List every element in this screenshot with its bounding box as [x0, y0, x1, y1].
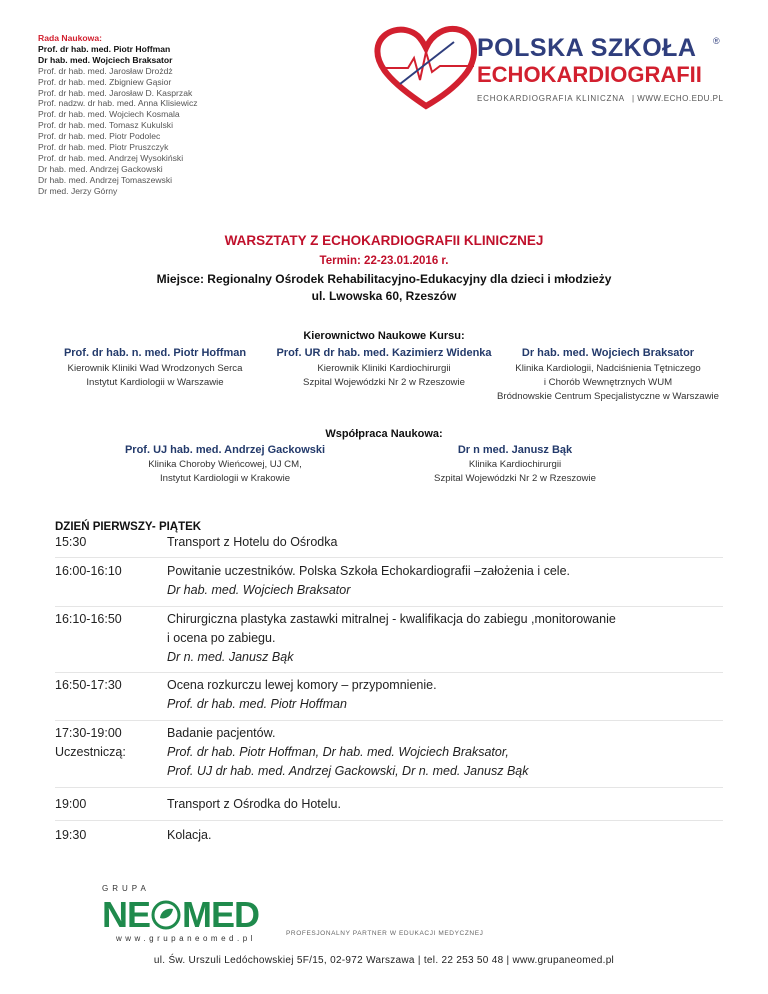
schedule-speaker: Prof. dr hab. med. Piotr Hoffman	[167, 697, 347, 711]
registered-mark: ®	[713, 36, 720, 46]
logo-line-1: POLSKA SZKOŁA	[477, 34, 697, 62]
divider	[55, 557, 723, 558]
schedule-description: Powitanie uczestników. Polska Szkoła Echokardiografii –założenia i cele.	[167, 564, 570, 578]
schedule-time: 16:00-16:10	[55, 564, 122, 578]
board-member: Prof. nadzw. dr hab. med. Anna Klisiewicz	[38, 98, 198, 109]
schedule-participants-label: Uczestniczą:	[55, 745, 126, 759]
management-heading: Kierownictwo Naukowe Kursu:	[303, 330, 465, 342]
footer-address: ul. Św. Urszuli Ledóchowskiej 5F/15, 02-972 Warszawa | tel. 22 253 50 48 | www.grupaneomed.pl	[153, 955, 615, 966]
schedule-text	[167, 610, 616, 667]
schedule-time: 16:10-16:50	[55, 612, 122, 626]
cooperation-heading: Współpraca Naukowa:	[325, 428, 443, 440]
logo-tagline: ECHOKARDIOGRAFIA KLINICZNA	[477, 94, 625, 103]
schedule-text: Kolacja.	[167, 828, 212, 842]
venue-address: ul. Lwowska 60, Rzeszów	[311, 289, 457, 303]
term-date: Termin: 22-23.01.2016 r.	[319, 255, 449, 267]
board-lead: Dr hab. med. Wojciech Braksator	[38, 54, 173, 65]
neomed-logo	[102, 884, 272, 944]
schedule-time	[55, 724, 126, 762]
venue: Miejsce: Regionalny Ośrodek Rehabilitacyjno-Edukacyjny dla dzieci i młodzieży	[156, 272, 612, 286]
schedule-text	[167, 562, 570, 600]
page-title: WARSZTATY Z ECHOKARDIOGRAFII KLINICZNEJ	[224, 233, 544, 248]
schedule-description: Badanie pacjentów.	[167, 726, 276, 740]
schedule-speaker: Dr n. med. Janusz Bąk	[167, 650, 294, 664]
schedule-text: Transport z Hotelu do Ośrodka	[167, 535, 338, 549]
cooperation-card	[110, 444, 340, 486]
schedule-description: Ocena rozkurczu lewej komory – przypomnienie.	[167, 678, 437, 692]
board-member: Dr hab. med. Andrzej Tomaszewski	[38, 174, 173, 185]
schedule-speaker: Prof. dr hab. Piotr Hoffman, Dr hab. med. Wojciech Braksator,	[167, 745, 509, 759]
schedule-time: 16:50-17:30	[55, 678, 122, 692]
divider	[55, 720, 723, 721]
manager-name: Dr hab. med. Wojciech Braksator	[521, 347, 695, 359]
divider	[55, 787, 723, 788]
cooperation-affiliation: Instytut Kardiologii w Krakowie	[159, 473, 291, 484]
day-heading: DZIEŃ PIERWSZY- PIĄTEK	[55, 521, 202, 533]
cooperation-name: Dr n med. Janusz Bąk	[457, 444, 573, 456]
brand-left: NE	[102, 894, 151, 935]
manager-name: Prof. UR dr hab. med. Kazimierz Widenka	[276, 347, 492, 359]
schedule-speaker: Dr hab. med. Wojciech Braksator	[167, 583, 351, 597]
schedule-text: Transport z Ośrodka do Hotelu.	[167, 797, 341, 811]
schedule-description: Chirurgiczna plastyka zastawki mitralnej - kwalifikacja do zabiegu ,monitorowanie	[167, 612, 616, 626]
board-member: Prof. dr hab. med. Piotr Podolec	[38, 131, 161, 142]
schedule-speaker: Prof. UJ dr hab. med. Andrzej Gackowski, Dr n. med. Janusz Bąk	[167, 764, 529, 778]
board-member: Dr med. Jerzy Górny	[38, 185, 118, 196]
neomed-www: www.grupaneomed.pl	[116, 934, 256, 943]
board-heading: Rada Naukowa:	[38, 33, 102, 43]
manager-name: Prof. dr hab. n. med. Piotr Hoffman	[63, 347, 247, 359]
schedule-text	[167, 724, 528, 781]
neomed-wordmark	[102, 894, 259, 936]
schedule-description: i ocena po zabiegu.	[167, 631, 276, 645]
heart-ecg-icon	[370, 22, 482, 112]
board-member: Prof. dr hab. med. Tomasz Kukulski	[38, 120, 174, 131]
logo-line-2: ECHOKARDIOGRAFII	[477, 62, 702, 87]
manager-affiliation: i Chorób Wewnętrznych WUM	[543, 377, 673, 388]
board-lead: Prof. dr hab. med. Piotr Hoffman	[38, 43, 171, 54]
logo-url: | WWW.ECHO.EDU.PL	[632, 94, 724, 103]
manager-affiliation: Kierownik Kliniki Wad Wrodzonych Serca	[67, 363, 243, 374]
manager-card	[490, 347, 726, 404]
manager-card	[40, 347, 270, 390]
cooperation-name: Prof. UJ hab. med. Andrzej Gackowski	[124, 444, 326, 456]
manager-card	[262, 347, 506, 390]
board-member: Dr hab. med. Andrzej Gackowski	[38, 163, 163, 174]
divider	[55, 606, 723, 607]
cooperation-card	[410, 444, 620, 486]
manager-affiliation: Bródnowskie Centrum Specjalistyczne w Warszawie	[497, 391, 719, 402]
echo-school-logo	[370, 22, 730, 112]
board-member: Prof. dr hab. med. Wojciech Kosmala	[38, 109, 180, 120]
cooperation-affiliation: Klinika Kardiochirurgii	[468, 459, 562, 470]
divider	[55, 820, 723, 821]
grupa-label: GRUPA	[102, 884, 150, 893]
cooperation-affiliation: Klinika Choroby Wieńcowej, UJ CM,	[148, 459, 302, 470]
leaf-circle-icon	[151, 900, 181, 930]
partner-tagline: PROFESJONALNY PARTNER W EDUKACJI MEDYCZNEJ	[286, 930, 484, 937]
manager-affiliation: Kierownik Kliniki Kardiochirurgii	[317, 363, 451, 374]
manager-affiliation: Szpital Wojewódzki Nr 2 w Rzeszowie	[303, 377, 465, 388]
cooperation-affiliation: Szpital Wojewódzki Nr 2 w Rzeszowie	[434, 473, 596, 484]
manager-affiliation: Klinika Kardiologii, Nadciśnienia Tętniczego	[515, 363, 701, 374]
board-member: Prof. dr hab. med. Piotr Pruszczyk	[38, 142, 169, 153]
manager-affiliation: Instytut Kardiologii w Warszawie	[86, 377, 224, 388]
schedule-time: 19:30	[55, 828, 87, 842]
schedule-text	[167, 676, 437, 714]
board-member: Prof. dr hab. med. Jarosław Drożdż	[38, 65, 173, 76]
scientific-board	[38, 33, 198, 197]
schedule-time: 15:30	[55, 535, 87, 549]
board-member: Prof. dr hab. med. Andrzej Wysokiński	[38, 152, 184, 163]
schedule-time: 19:00	[55, 797, 87, 811]
brand-right: MED	[182, 894, 260, 935]
board-member: Prof. dr hab. med. Zbigniew Gąsior	[38, 76, 172, 87]
divider	[55, 672, 723, 673]
schedule-time-range: 17:30-19:00	[55, 726, 122, 740]
board-member: Prof. dr hab. med. Jarosław D. Kasprzak	[38, 87, 193, 98]
